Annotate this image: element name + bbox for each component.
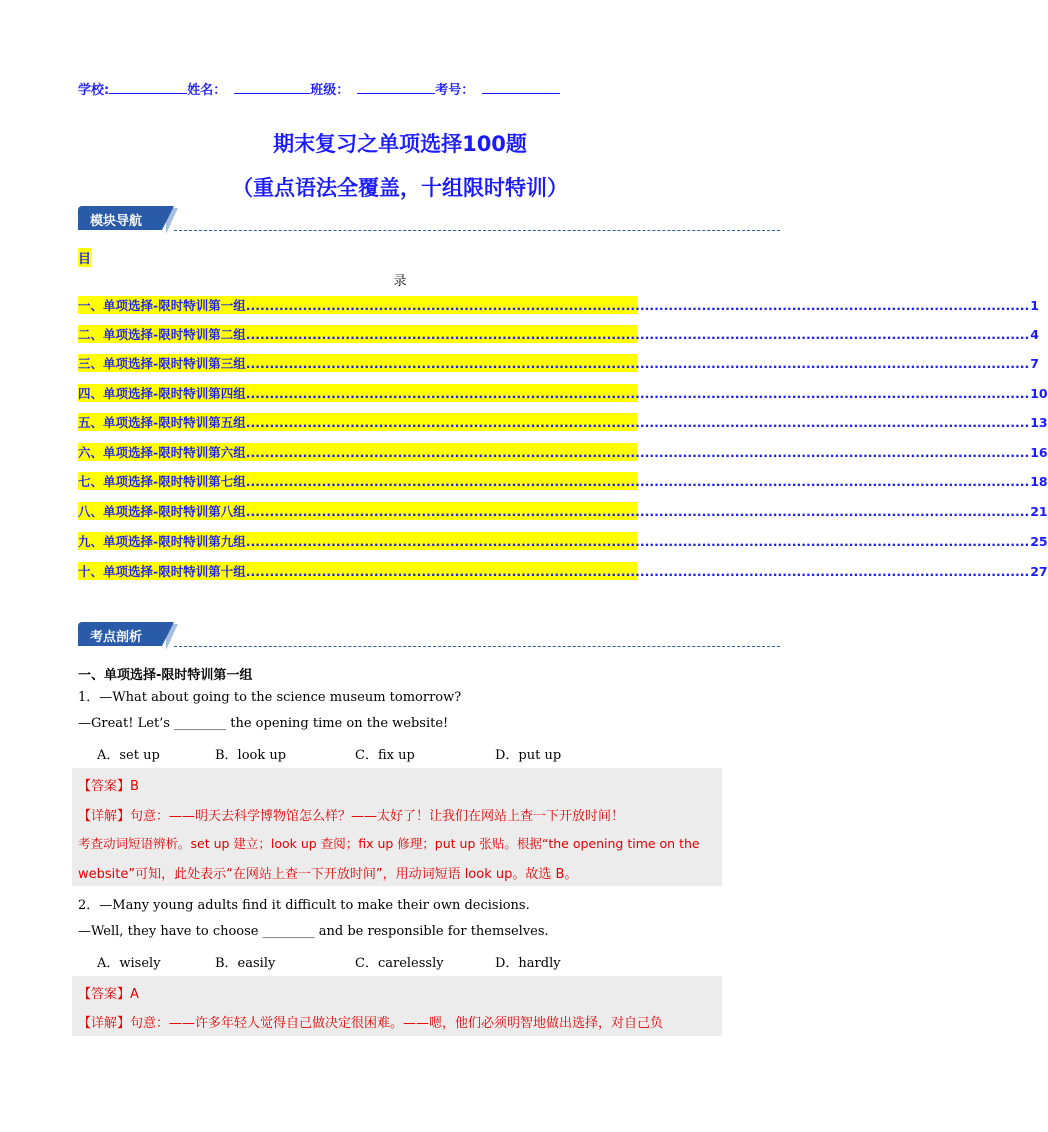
module-nav-label: 模块导航 (90, 214, 143, 229)
question-2-option-b[interactable]: B．easily (215, 956, 276, 971)
name-label: 姓名： (187, 83, 227, 98)
student-info-line (78, 79, 560, 98)
toc-entry[interactable]: 八、单项选择-限时特训第八组 ..................................................................................................................................................................... 21 (78, 503, 1048, 519)
class-label: 班级： (310, 83, 350, 98)
question-2-option-a[interactable]: A．wisely (97, 956, 161, 971)
toc-entry[interactable]: 四、单项选择-限时特训第四组 ..................................................................................................................................................................... 10 (78, 385, 1048, 401)
question-1-explanation: 【详解】句意：——明天去科学博物馆怎么样？——太好了！让我们在网站上查一下开放时间！ (78, 809, 625, 824)
module-nav-tab (78, 206, 778, 234)
divider (174, 230, 780, 231)
school-label: 学校: (78, 83, 110, 98)
toc-entry[interactable]: 七、单项选择-限时特训第七组 ..................................................................................................................................................................... 18 (78, 473, 1048, 489)
question-1-blank-line: —Great! Let’s ________ the opening time on the website! (78, 716, 449, 731)
school-field[interactable] (109, 81, 187, 94)
analysis-tab-label: 考点剖析 (90, 630, 143, 645)
question-1-answer: 【答案】B (78, 779, 139, 794)
toc-entry[interactable]: 六、单项选择-限时特训第六组 ..................................................................................................................................................................... 16 (78, 444, 1048, 460)
toc-title-part2: 录 (393, 274, 407, 289)
toc-entry[interactable]: 十、单项选择-限时特训第十组 ..................................................................................................................................................................... 27 (78, 563, 1048, 579)
document-title: 期末复习之单项选择100题 (273, 132, 527, 156)
question-1-option-c[interactable]: C．fix up (355, 748, 415, 763)
question-2-answer: 【答案】A (78, 987, 139, 1002)
question-2-explanation: 【详解】句意：——许多年轻人觉得自己做决定很困难。——嗯，他们必须明智地做出选择，对自己负 (78, 1016, 664, 1031)
document-subtitle: （重点语法全覆盖，十组限时特训） (232, 176, 568, 200)
question-2-blank-line: —Well, they have to choose ________ and be responsible for themselves. (78, 924, 549, 939)
question-1-option-b[interactable]: B．look up (215, 748, 287, 763)
question-1-explanation: website”可知，此处表示“在网站上查一下开放时间”，用动词短语 look up。故选 B。 (78, 867, 578, 882)
toc-entry[interactable]: 二、单项选择-限时特训第二组 ..................................................................................................................................................................... 4 (78, 326, 1039, 342)
question-2-option-c[interactable]: C．carelessly (355, 956, 444, 971)
id-field[interactable] (482, 81, 560, 94)
question-1-option-a[interactable]: A．set up (97, 748, 160, 763)
toc-entry[interactable]: 九、单项选择-限时特训第九组 ..................................................................................................................................................................... 25 (78, 533, 1048, 549)
divider (174, 646, 780, 647)
name-field[interactable] (234, 81, 310, 94)
toc-entry[interactable]: 一、单项选择-限时特训第一组 ..................................................................................................................................................................... 1 (78, 297, 1039, 313)
id-label: 考号： (435, 83, 475, 98)
toc-entry[interactable]: 三、单项选择-限时特训第三组 ..................................................................................................................................................................... 7 (78, 355, 1039, 371)
analysis-tab (78, 622, 778, 650)
toc-entry[interactable]: 五、单项选择-限时特训第五组 ..................................................................................................................................................................... 13 (78, 414, 1048, 430)
question-1-stem: 1．—What about going to the science museum tomorrow? (78, 690, 462, 705)
section-heading: 一、单项选择-限时特训第一组 (78, 668, 253, 683)
class-field[interactable] (357, 81, 435, 94)
question-1-option-d[interactable]: D．put up (495, 748, 562, 763)
toc-title-part1: 目 (78, 248, 91, 267)
question-1-explanation: 考查动词短语辨析。set up 建立；look up 查阅；fix up 修理；put up 张贴。根据“the opening time on the (78, 836, 700, 851)
question-2-stem: 2．—Many young adults find it difficult to make their own decisions. (78, 898, 530, 913)
question-2-option-d[interactable]: D．hardly (495, 956, 561, 971)
